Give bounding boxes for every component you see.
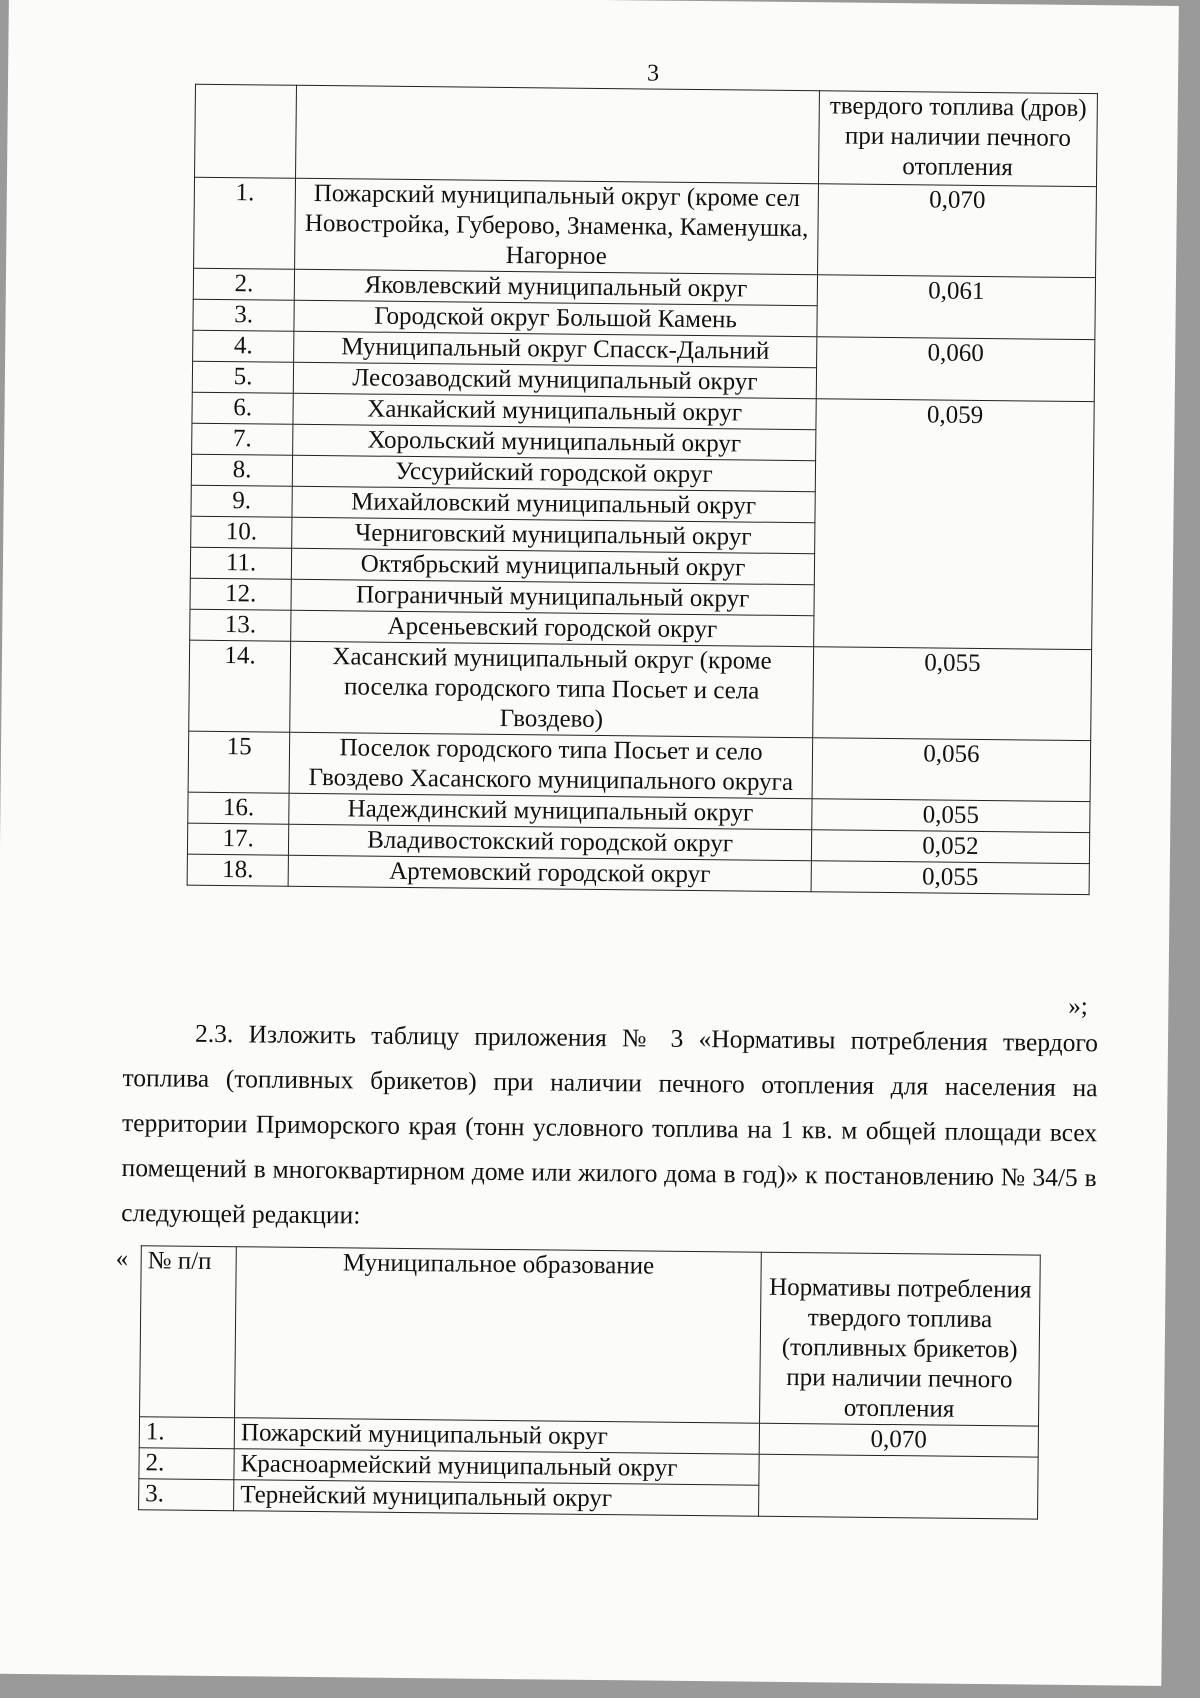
table-row: 3. Городской округ Большой Камень xyxy=(193,299,1095,339)
page-number: 3 xyxy=(646,60,660,87)
table-row: 9. Михайловский муниципальный округ xyxy=(191,485,1093,525)
table-row: 12. Пограничный муниципальный округ xyxy=(190,578,1092,618)
table-row: 4. Муниципальный округ Спасск-Дальний 0,060 xyxy=(193,330,1095,370)
column-header-num: № п/п xyxy=(140,1246,237,1418)
table-row: 10. Черниговский муниципальный округ xyxy=(191,516,1093,556)
table-row: 11. Октябрьский муниципальный округ xyxy=(190,547,1092,587)
section-paragraph xyxy=(121,1010,1098,1245)
table-header-row xyxy=(140,1246,1041,1426)
fuel-norms-table-continued xyxy=(187,84,1098,895)
closing-quote: »; xyxy=(1068,992,1088,1021)
table-row: 6. Ханкайский муниципальный округ 0,059 xyxy=(192,392,1094,432)
table-header-row xyxy=(195,84,1098,186)
table-row: 2. Яковлевский муниципальный округ 0,061 xyxy=(193,268,1095,308)
opening-quote: « xyxy=(115,1244,129,1273)
briquette-norms-table xyxy=(138,1245,1041,1519)
table-row: 13. Арсеньевский городской округ xyxy=(190,609,1092,649)
table-row: 15 Поселок городского типа Посьет и село Гвоздево Хасанского муниципального округа 0,056 xyxy=(188,731,1091,801)
table-row: 1. Пожарский муниципальный округ 0,070 xyxy=(139,1417,1038,1457)
table-row: 17. Владивостокский городской округ 0,052 xyxy=(187,823,1089,863)
table-row: 5. Лесозаводский муниципальный округ xyxy=(192,361,1094,401)
table-row: 16. Надеждинский муниципальный округ 0,055 xyxy=(188,792,1090,832)
table-row: 14. Хасанский муниципальный округ (кроме поселка городского типа Посьет и села Гвоздево) 0,055 xyxy=(189,640,1092,740)
column-header-name: Муниципальное образование xyxy=(235,1247,761,1423)
table-row: 3. Тернейский муниципальный округ xyxy=(139,1479,1038,1519)
paragraph-text: 2.3. Изложить таблицу приложения № 3 «Нормативы потребления твердого топлива (топливных брикетов) при наличии печного отопления для населения на территории Приморского края (тонн условного топлива на 1 кв. м общей площади всех помещений в многоквартирном доме или жилого дома в год)» к постановлению № 34/5 в следующей редакции: xyxy=(121,1018,1099,1230)
table-row: 8. Уссурийский городской округ xyxy=(191,454,1093,494)
table-row: 18. Артемовский городской округ 0,055 xyxy=(187,854,1089,894)
column-header-value: Нормативы потребления твердого топлива (топливных брикетов) при наличии печного отопления xyxy=(759,1252,1040,1426)
table-row: 1. Пожарский муниципальный округ (кроме сел Новостройка, Губерово, Знаменка, Каменушка, Нагорное 0,070 xyxy=(194,177,1097,277)
column-header-value: твердого топлива (дров) при наличии печного отопления xyxy=(818,91,1097,187)
table-row: 2. Красноармейский муниципальный округ xyxy=(139,1448,1038,1488)
table-row: 7. Хорольский муниципальный округ xyxy=(192,423,1094,463)
